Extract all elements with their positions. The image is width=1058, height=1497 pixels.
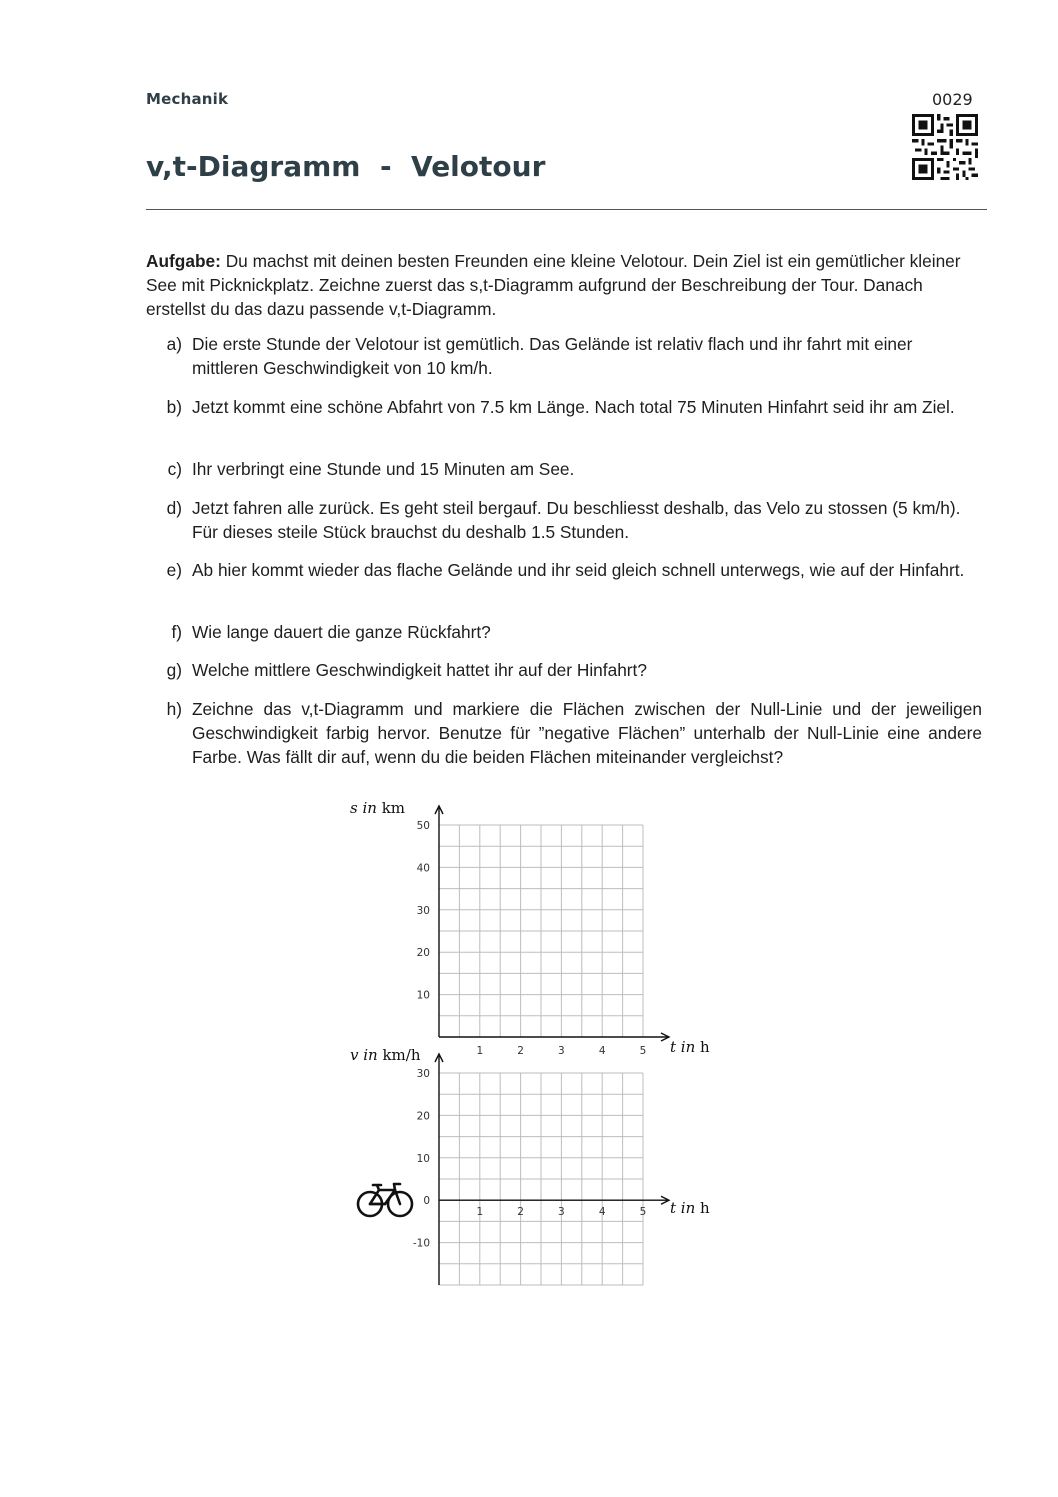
task-text: Jetzt fahren alle zurück. Es geht steil bergauf. Du beschliesst deshalb, das Velo zu stossen (5 km/h). Für dieses steile Stück brauchst du deshalb 1.5 Stunden. [192,498,961,542]
category-label: Mechanik [146,90,229,108]
y-tick-label: 20 [416,1110,430,1123]
x-tick-label: 2 [517,1206,524,1218]
task-label: f) [171,622,182,642]
task-label: c) [167,459,182,479]
y-tick-label: 0 [423,1195,430,1208]
task-text: Wie lange dauert die ganze Rückfahrt? [192,622,491,642]
y-tick-label: 50 [416,820,430,832]
y-tick-label: 10 [416,1152,430,1165]
y-tick-label: 30 [416,904,430,917]
bicycle-icon [358,1184,412,1216]
y-tick-label: 30 [416,1068,430,1080]
x-tick-label: 2 [517,1045,524,1057]
task-text: Zeichne das v,t-Diagramm und markiere die Flächen zwischen der Null-Linie und der jeweiligen Geschwindigkeit farbig hervor. Benutze für ”negative Flächen” unterhalb der Null-Linie eine andere Farbe. Was fällt dir auf, wenn du die beiden Flächen miteinander vergleichst? [192,699,982,767]
page-title: v,t-Diagramm - Velotour [146,150,546,183]
task-text: Ab hier kommt wieder das flache Gelände und ihr seid gleich schnell unterwegs, wie auf der Hinfahrt. [192,560,965,580]
x-tick-label: 4 [598,1045,606,1057]
task-text: Jetzt kommt eine schöne Abfahrt von 7.5 km Länge. Nach total 75 Minuten Hinfahrt seid ihr am Ziel. [192,397,955,417]
x-tick-label: 4 [598,1206,606,1218]
y-axis-label: v in km/h [350,1046,421,1064]
intro-label: Aufgabe: [146,251,221,271]
intro-text: Du machst mit deinen besten Freunden eine kleine Velotour. Dein Ziel ist ein gemütlicher kleiner See mit Picknickplatz. Zeichne zuerst das s,t-Diagramm aufgrund der Beschreibung der Tour. Danach erstellst du das dazu passende v,t-Diagramm. [146,251,961,319]
task-text: Welche mittlere Geschwindigkeit hattet ihr auf der Hinfahrt? [192,660,647,680]
task-label: e) [166,560,182,580]
task-label: a) [166,334,182,354]
x-tick-label: 1 [476,1206,484,1218]
document-number: 0029 [932,90,973,109]
x-tick-label: 3 [558,1206,565,1218]
x-tick-label: 5 [639,1045,647,1057]
task-label: h) [166,699,182,719]
vt-diagram [350,1046,710,1285]
x-axis-label: t in h [670,1199,710,1217]
y-axis-label: s in km [350,799,406,817]
task-text: Die erste Stunde der Velotour ist gemütlich. Das Gelände ist relativ flach und ihr fahrt mit einer mittleren Geschwindigkeit von 10 km/h. [192,334,913,378]
task-label: g) [166,660,182,680]
x-tick-label: 5 [639,1206,647,1218]
y-tick-label: 10 [416,989,430,1002]
y-tick-label: -10 [412,1237,430,1250]
task-label: b) [166,397,182,417]
x-axis-label: t in h [670,1038,710,1056]
task-text: Ihr verbringt eine Stunde und 15 Minuten am See. [192,459,575,479]
x-tick-label: 1 [476,1045,484,1057]
y-tick-label: 40 [416,862,430,875]
y-tick-label: 20 [416,947,430,960]
task-label: d) [166,498,182,518]
st-diagram [350,799,710,1057]
x-tick-label: 3 [558,1045,565,1057]
